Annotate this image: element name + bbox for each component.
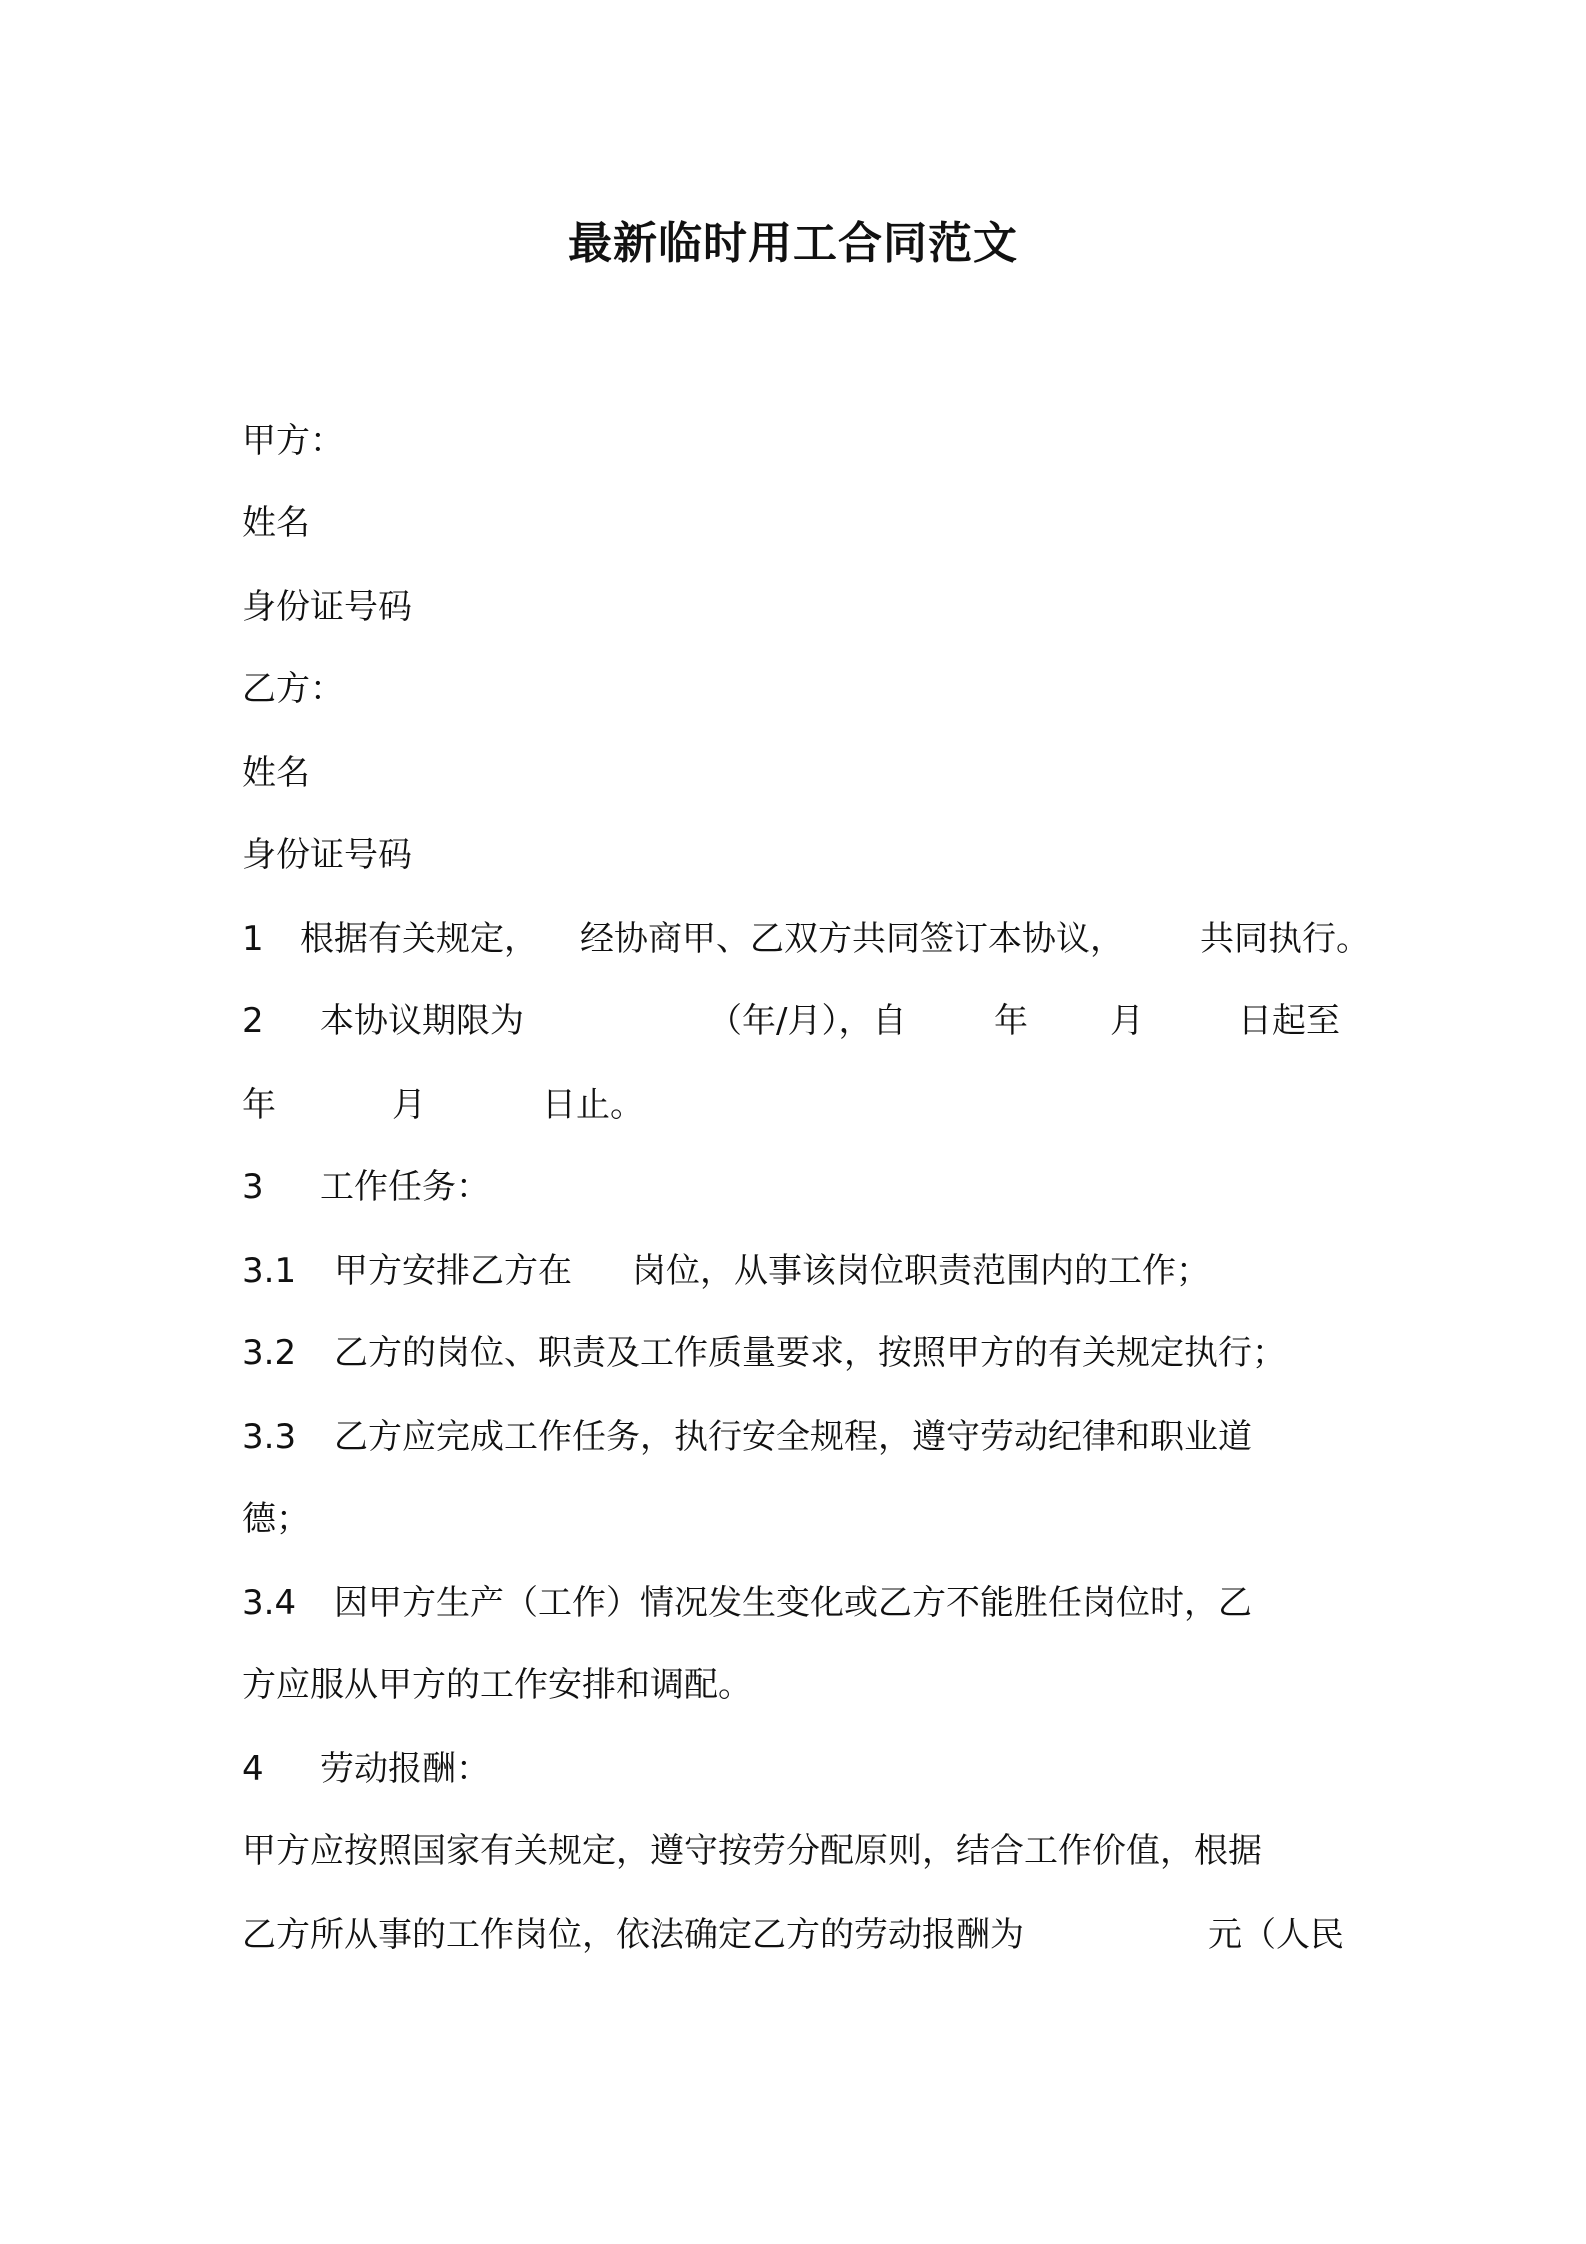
clause-3-heading: 工作任务： (320, 1167, 490, 1207)
clause-1-part-3: 共同执行。 (1200, 919, 1370, 959)
clause-2-term-label: 本协议期限为 (320, 1001, 524, 1041)
clause-3-4-text-1: 因甲方生产（工作）情况发生变化或乙方不能胜任岗位时，乙 (334, 1583, 1252, 1623)
clause-3-1-number: 3.1 (242, 1251, 297, 1291)
clause-2-end-day: 日止。 (542, 1085, 644, 1125)
clause-3-3-number: 3.3 (242, 1417, 297, 1457)
party-b-name-label: 姓名 (242, 753, 310, 793)
clause-3-1-part-2: 岗位，从事该岗位职责范围内的工作； (632, 1251, 1210, 1291)
clause-3-2-number: 3.2 (242, 1333, 297, 1373)
clause-2-number: 2 (242, 1001, 264, 1041)
clause-3-4-number: 3.4 (242, 1583, 297, 1623)
clause-3-1-part-1: 甲方安排乙方在 (334, 1251, 572, 1291)
clause-1-part-2: 经协商甲、乙双方共同签订本协议， (580, 919, 1124, 959)
clause-2-start-month: 月 (1110, 1001, 1144, 1041)
clause-4-line-1: 甲方应按照国家有关规定，遵守按劳分配原则，结合工作价值，根据 (242, 1831, 1262, 1871)
clause-2-end-month: 月 (392, 1085, 426, 1125)
clause-1-part-1: 根据有关规定， (300, 919, 538, 959)
clause-2-start-day: 日起至 (1238, 1001, 1340, 1041)
clause-2-unit: （年/月），自 (708, 1001, 907, 1041)
party-a-name-label: 姓名 (242, 503, 310, 543)
party-a-id-label: 身份证号码 (242, 587, 412, 627)
party-b-label: 乙方： (242, 669, 344, 709)
document-title: 最新临时用工合同范文 (568, 218, 1018, 269)
clause-4-line-2-part-1: 乙方所从事的工作岗位，依法确定乙方的劳动报酬为 (242, 1915, 1024, 1955)
party-a-label: 甲方： (242, 421, 344, 461)
clause-4-number: 4 (242, 1749, 264, 1789)
clause-3-3-text-1: 乙方应完成工作任务，执行安全规程，遵守劳动纪律和职业道 (334, 1417, 1252, 1457)
clause-4-line-2-part-2: 元（人民 (1208, 1915, 1344, 1955)
clause-1-number: 1 (242, 919, 264, 959)
clause-3-2-text: 乙方的岗位、职责及工作质量要求，按照甲方的有关规定执行； (334, 1333, 1286, 1373)
clause-2-end-year: 年 (242, 1085, 276, 1125)
clause-4-heading: 劳动报酬： (320, 1749, 490, 1789)
clause-2-start-year: 年 (994, 1001, 1028, 1041)
clause-3-3-line-2: 德； (242, 1499, 310, 1539)
clause-3-4-line-2: 方应服从甲方的工作安排和调配。 (242, 1665, 752, 1705)
party-b-id-label: 身份证号码 (242, 835, 412, 875)
clause-3-number: 3 (242, 1167, 264, 1207)
